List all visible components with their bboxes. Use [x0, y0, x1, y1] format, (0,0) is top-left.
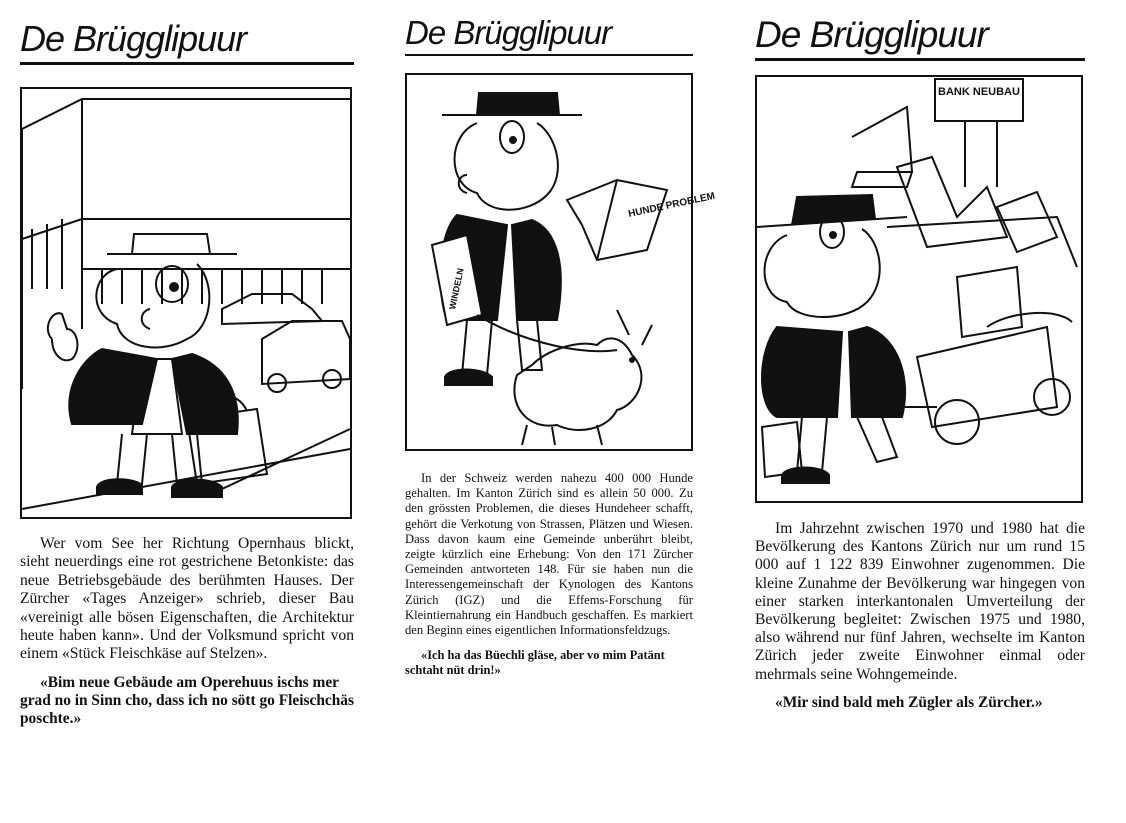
bag-label: WINDELN [447, 267, 466, 311]
cartoon-moving-cart [755, 75, 1083, 503]
sign-label: BANK NEUBAU [938, 86, 1020, 98]
cartoon-quote: «Ich ha das Büechli gläse, aber vo mim Patänt schtaht nüt drin!» [405, 648, 665, 678]
book-label: HUNDE PROBLEM [627, 190, 717, 220]
cartoon-opera-building [20, 87, 352, 519]
column-heading: De Brügglipuur [405, 14, 693, 56]
comic-column-opera [20, 0, 354, 728]
article-text: Im Jahrzehnt zwischen 1970 und 1980 hat die Bevölkerung des Kantons Zürich nur um rund 15 000 auf 1 122 839 Einwohner zugenommen. Die kleine Zunahme der Bevölkerung war hingegen von einer starken interkantonalen Umverteilung der Bevölkerung begleitet: Zwischen 1975 und 1980, also während nur fünf Jahren, wechselte im Kanton Zürich jeder zweite Einwohner einmal oder mehrmals seine Wohngemeinde. [755, 520, 1085, 683]
article-text: Wer vom See her Richtung Opernhaus blickt, sieht neuerdings eine rot gestrichene Betonkiste: das neue Betriebsgebäude des berühmten Hauses. Der Zürcher «Tages Anzeiger» schrieb, dieser Bau «vereinigt alle bösen Eigenschaften, die Architektur heute haben kann». Und der Volksmund spricht von einem «Stück Fleischkäse auf Stelzen». [20, 535, 354, 663]
column-heading: De Brügglipuur [20, 18, 354, 65]
comic-column-moving [755, 0, 1085, 712]
cartoon-drawing-cart [757, 77, 1081, 501]
article-text: In der Schweiz werden nahezu 400 000 Hunde gehalten. Im Kanton Zürich sind es allein 50 000. Zu den grössten Problemen, die dieses Hundeheer schafft, gehört die Verkotung von Strassen, Plätzen und Wiesen. Dass davon kaum eine Gemeinde unberührt bleibt, zeigte kürzlich eine Erhebung: Von den 171 Zürcher Gemeinden antworteten 148. Für sie haben nun die Interessengemeinschaft der Kynologen des Kantons Zürich (IGZ) und die Effems-Forschung für Kleintiernahrung ein Handbuch geschaffen. Es markiert den Beginn eines eigentlichen Informationsfeldzugs. [405, 471, 693, 638]
cartoon-dog-problem [405, 73, 717, 451]
cartoon-quote: «Mir sind bald meh Zügler als Zürcher.» [775, 693, 1043, 711]
comic-column-dogs [405, 0, 717, 678]
cartoon-quote: «Bim neue Gebäude am Operehuus ischs mer grad no in Sinn cho, dass ich no sött go Fleischchäs poschte.» [20, 673, 354, 728]
cartoon-drawing-dog [407, 75, 717, 449]
cartoon-drawing-opera [22, 89, 350, 517]
column-heading: De Brügglipuur [755, 14, 1085, 61]
